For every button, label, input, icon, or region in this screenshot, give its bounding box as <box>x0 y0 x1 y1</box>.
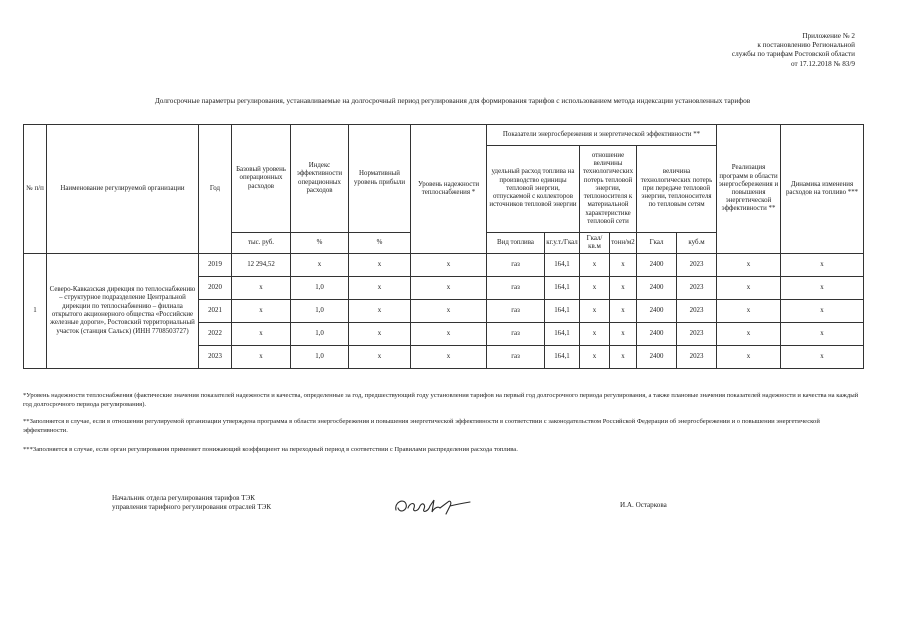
cell-programs: x <box>717 300 781 323</box>
footnote-reliability: *Уровень надежности теплоснабжения (фактические значения показателей надежности и качества, определенные за год, предшествующий году установления тарифов на первый год долгосрочного периода регулирования, а также плановые значения показателей надежности и качества на каждый год долгосрочного периода регулирования). <box>23 392 859 408</box>
document-title: Долгосрочные параметры регулирования, устанавливаемые на долгосрочный период регулирования для формирования тарифов с использованием метода индексации установленных тарифов <box>154 96 751 105</box>
cell-tech-2: 2023 <box>677 323 717 346</box>
cell-loss-1: x <box>580 254 610 277</box>
cell-tech-2: 2023 <box>677 346 717 369</box>
unit-base: тыс. руб. <box>232 233 291 254</box>
cell-programs: x <box>717 277 781 300</box>
row-number: 1 <box>24 254 47 369</box>
unit-fuel-rate: кг.у.т./Гкал <box>545 233 580 254</box>
header-programs: Реализация программ в области энергосбережения и повышения энергетической эффективности ** <box>717 125 781 254</box>
cell-fuel-type: газ <box>487 300 545 323</box>
cell-year: 2021 <box>199 300 232 323</box>
cell-tech-2: 2023 <box>677 277 717 300</box>
cell-loss-1: x <box>580 346 610 369</box>
appendix-line-3: службы по тарифам Ростовской области <box>731 50 855 59</box>
header-organization: Наименование регулируемой организации <box>47 125 199 254</box>
cell-loss-2: x <box>610 300 637 323</box>
table-row <box>24 254 864 277</box>
cell-loss-2: x <box>610 323 637 346</box>
cell-loss-1: x <box>580 323 610 346</box>
signatory-position <box>112 494 372 512</box>
cell-programs: x <box>717 323 781 346</box>
appendix-line-2: к постановлению Региональной <box>757 41 855 50</box>
handwritten-signature <box>392 494 472 518</box>
parameters-table <box>23 124 864 369</box>
cell-index: 1,0 <box>291 300 349 323</box>
cell-year: 2023 <box>199 346 232 369</box>
cell-base: x <box>232 277 291 300</box>
footnote-fuel-coefficient: ***Заполняется в случае, если орган регулирования применяет понижающий коэффициент на переходный период в соответствии с Правилами распределения расхода топлива. <box>23 446 518 453</box>
cell-fuel-rate: 164,1 <box>545 254 580 277</box>
cell-programs: x <box>717 346 781 369</box>
cell-fuel-type: газ <box>487 323 545 346</box>
appendix-line-4: от 17.12.2018 № 83/9 <box>790 59 855 68</box>
cell-reliability: x <box>411 277 487 300</box>
header-fuel-consumption: удельный расход топлива на производство единицы тепловой энергии, отпускаемой с коллекторов источников тепловой энергии <box>487 146 580 233</box>
header-reliability: Уровень надежности теплоснабжения * <box>411 125 487 254</box>
cell-loss-2: x <box>610 346 637 369</box>
header-fuel-dynamics: Динамика изменения расходов на топливо *** <box>781 125 864 254</box>
header-loss-ratio: отношение величины технологических потерь тепловой энергии, теплоносителя к материальной характеристике тепловой сети <box>580 146 637 233</box>
signatory-position-line-2: управления тарифного регулирования отраслей ТЭК <box>112 503 272 512</box>
unit-profit: % <box>349 233 411 254</box>
cell-dynamics: x <box>781 346 864 369</box>
header-efficiency-index: Индекс эффективности операционных расходов <box>291 125 349 233</box>
cell-base: x <box>232 323 291 346</box>
cell-base: x <box>232 300 291 323</box>
cell-profit: x <box>349 323 411 346</box>
cell-fuel-type: газ <box>487 277 545 300</box>
cell-fuel-rate: 164,1 <box>545 277 580 300</box>
cell-year: 2019 <box>199 254 232 277</box>
header-energy-group: Показатели энергосбережения и энергетической эффективности ** <box>487 125 717 146</box>
cell-profit: x <box>349 300 411 323</box>
cell-tech-1: 2400 <box>637 254 677 277</box>
cell-tech-1: 2400 <box>637 323 677 346</box>
header-tech-losses: величина технологических потерь при передаче тепловой энергии, теплоносителя по тепловым сетям <box>637 146 717 233</box>
signatory-name: И.А. Остаркова <box>620 501 667 509</box>
cell-base: x <box>232 346 291 369</box>
cell-tech-2: 2023 <box>677 300 717 323</box>
cell-dynamics: x <box>781 300 864 323</box>
cell-loss-2: x <box>610 277 637 300</box>
cell-reliability: x <box>411 346 487 369</box>
cell-reliability: x <box>411 300 487 323</box>
cell-loss-1: x <box>580 277 610 300</box>
cell-index: 1,0 <box>291 323 349 346</box>
cell-dynamics: x <box>781 254 864 277</box>
unit-fuel-type: Вид топлива <box>487 233 545 254</box>
signatory-position-line-1: Начальник отдела регулирования тарифов ТЭК <box>112 494 256 502</box>
cell-profit: x <box>349 277 411 300</box>
cell-fuel-type: газ <box>487 346 545 369</box>
appendix-line-1: Приложение № 2 <box>802 32 855 40</box>
header-base-costs: Базовый уровень операционных расходов <box>232 125 291 233</box>
unit-loss-1: Гкал/кв.м <box>580 233 610 254</box>
header-num: № п/п <box>24 125 47 254</box>
cell-index: 1,0 <box>291 277 349 300</box>
cell-profit: x <box>349 254 411 277</box>
appendix-block <box>635 32 855 69</box>
cell-year: 2020 <box>199 277 232 300</box>
footnote-energy-program: **Заполняется в случае, если в отношении регулируемой организации утверждена программа в области энергосбережения и повышения энергетической эффективности в соответствии с законодательством Российской Федерации об энергосбережении и о повышении энергетической эффективности. <box>23 418 820 434</box>
organization-name: Северо-Кавказская дирекция по теплоснабжению – структурное подразделение Центральной дирекции по теплоснабжению – филиала открытого акционерного общества «Российские железные дороги», Ростовский территориальный участок (станция Сальск) (ИНН 7708503727) <box>47 254 199 369</box>
cell-profit: x <box>349 346 411 369</box>
cell-tech-2: 2023 <box>677 254 717 277</box>
cell-year: 2022 <box>199 323 232 346</box>
cell-base: 12 294,52 <box>232 254 291 277</box>
cell-fuel-rate: 164,1 <box>545 346 580 369</box>
cell-tech-1: 2400 <box>637 346 677 369</box>
cell-dynamics: x <box>781 323 864 346</box>
cell-reliability: x <box>411 254 487 277</box>
cell-index: x <box>291 254 349 277</box>
cell-loss-1: x <box>580 300 610 323</box>
cell-fuel-rate: 164,1 <box>545 323 580 346</box>
unit-tech-2: куб.м <box>677 233 717 254</box>
unit-index: % <box>291 233 349 254</box>
cell-dynamics: x <box>781 277 864 300</box>
cell-reliability: x <box>411 323 487 346</box>
header-profit-level: Нормативный уровень прибыли <box>349 125 411 233</box>
cell-fuel-type: газ <box>487 254 545 277</box>
cell-index: 1,0 <box>291 346 349 369</box>
cell-programs: x <box>717 254 781 277</box>
cell-loss-2: x <box>610 254 637 277</box>
cell-fuel-rate: 164,1 <box>545 300 580 323</box>
unit-tech-1: Гкал <box>637 233 677 254</box>
header-year: Год <box>199 125 232 254</box>
unit-loss-2: тонн/м2 <box>610 233 637 254</box>
cell-tech-1: 2400 <box>637 300 677 323</box>
cell-tech-1: 2400 <box>637 277 677 300</box>
